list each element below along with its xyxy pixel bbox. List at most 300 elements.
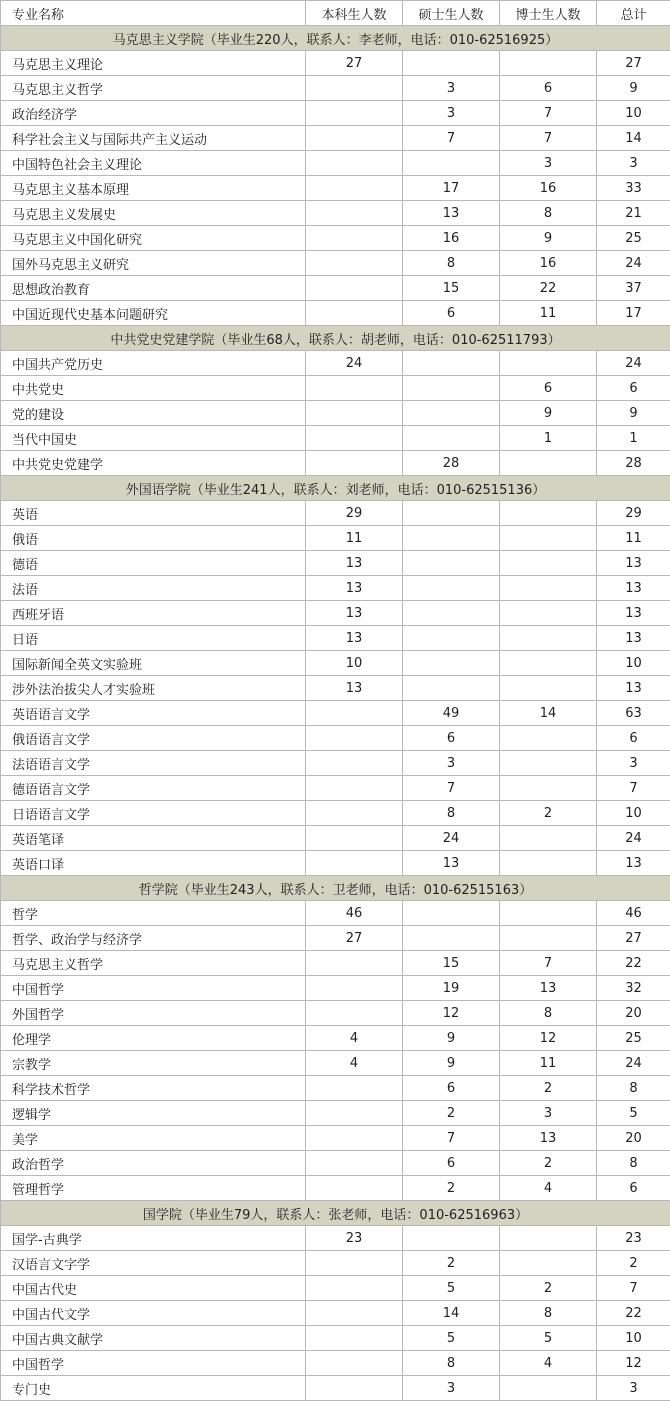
undergrad-count-cell bbox=[306, 1276, 403, 1301]
major-name-cell: 法语语言文学 bbox=[1, 751, 306, 776]
phd-count-cell bbox=[500, 576, 597, 601]
undergrad-count-cell bbox=[306, 776, 403, 801]
total-cell: 22 bbox=[597, 951, 670, 976]
table-row bbox=[1, 1226, 670, 1251]
table-row bbox=[1, 1351, 670, 1376]
undergrad-count-cell: 4 bbox=[306, 1051, 403, 1076]
table-row bbox=[1, 276, 670, 301]
master-count-cell: 9 bbox=[403, 1051, 500, 1076]
table-body bbox=[1, 26, 670, 1401]
major-name-cell: 俄语语言文学 bbox=[1, 726, 306, 751]
table-row bbox=[1, 651, 670, 676]
phd-count-cell bbox=[500, 676, 597, 701]
master-count-cell: 5 bbox=[403, 1276, 500, 1301]
master-count-cell bbox=[403, 626, 500, 651]
table-row bbox=[1, 976, 670, 1001]
major-name-cell: 中国古代史 bbox=[1, 1276, 306, 1301]
total-cell: 25 bbox=[597, 226, 670, 251]
header-master-count: 硕士生人数 bbox=[403, 1, 500, 26]
table-row bbox=[1, 251, 670, 276]
phd-count-cell bbox=[500, 726, 597, 751]
total-cell: 32 bbox=[597, 976, 670, 1001]
master-count-cell: 28 bbox=[403, 451, 500, 476]
total-cell: 37 bbox=[597, 276, 670, 301]
table-row bbox=[1, 826, 670, 851]
undergrad-count-cell bbox=[306, 1326, 403, 1351]
phd-count-cell: 11 bbox=[500, 1051, 597, 1076]
major-name-cell: 国际新闻全英文实验班 bbox=[1, 651, 306, 676]
master-count-cell: 3 bbox=[403, 751, 500, 776]
total-cell: 14 bbox=[597, 126, 670, 151]
total-cell: 8 bbox=[597, 1151, 670, 1176]
major-name-cell: 专门史 bbox=[1, 1376, 306, 1401]
table-row bbox=[1, 1026, 670, 1051]
table-row bbox=[1, 1276, 670, 1301]
major-name-cell: 中共党史 bbox=[1, 376, 306, 401]
table-row bbox=[1, 576, 670, 601]
table-row bbox=[1, 76, 670, 101]
table-row bbox=[1, 401, 670, 426]
phd-count-cell: 3 bbox=[500, 1101, 597, 1126]
major-name-cell: 德语 bbox=[1, 551, 306, 576]
undergrad-count-cell bbox=[306, 826, 403, 851]
master-count-cell: 8 bbox=[403, 801, 500, 826]
undergrad-count-cell bbox=[306, 176, 403, 201]
master-count-cell bbox=[403, 51, 500, 76]
table-row bbox=[1, 626, 670, 651]
major-name-cell: 英语语言文学 bbox=[1, 701, 306, 726]
undergrad-count-cell: 13 bbox=[306, 601, 403, 626]
master-count-cell: 7 bbox=[403, 126, 500, 151]
total-cell: 6 bbox=[597, 1176, 670, 1201]
phd-count-cell bbox=[500, 601, 597, 626]
undergrad-count-cell bbox=[306, 1176, 403, 1201]
table-row bbox=[1, 526, 670, 551]
undergrad-count-cell bbox=[306, 1101, 403, 1126]
total-cell: 10 bbox=[597, 801, 670, 826]
undergrad-count-cell bbox=[306, 1376, 403, 1401]
total-cell: 3 bbox=[597, 751, 670, 776]
phd-count-cell: 22 bbox=[500, 276, 597, 301]
undergrad-count-cell bbox=[306, 376, 403, 401]
master-count-cell: 2 bbox=[403, 1251, 500, 1276]
total-cell: 9 bbox=[597, 76, 670, 101]
table-row bbox=[1, 551, 670, 576]
master-count-cell bbox=[403, 576, 500, 601]
undergrad-count-cell bbox=[306, 1076, 403, 1101]
total-cell: 22 bbox=[597, 1301, 670, 1326]
phd-count-cell bbox=[500, 551, 597, 576]
undergrad-count-cell bbox=[306, 426, 403, 451]
total-cell: 5 bbox=[597, 1101, 670, 1126]
total-cell: 29 bbox=[597, 501, 670, 526]
major-name-cell: 英语笔译 bbox=[1, 826, 306, 851]
total-cell: 13 bbox=[597, 551, 670, 576]
undergrad-count-cell bbox=[306, 151, 403, 176]
table-row bbox=[1, 1101, 670, 1126]
department-title: 国学院（毕业生79人，联系人：张老师，电话：010-62516963） bbox=[1, 1201, 670, 1226]
total-cell: 7 bbox=[597, 776, 670, 801]
table-row bbox=[1, 501, 670, 526]
undergrad-count-cell bbox=[306, 751, 403, 776]
total-cell: 46 bbox=[597, 901, 670, 926]
master-count-cell: 6 bbox=[403, 1151, 500, 1176]
undergrad-count-cell: 27 bbox=[306, 51, 403, 76]
total-cell: 24 bbox=[597, 351, 670, 376]
master-count-cell bbox=[403, 676, 500, 701]
major-name-cell: 俄语 bbox=[1, 526, 306, 551]
master-count-cell: 7 bbox=[403, 1126, 500, 1151]
undergrad-count-cell: 10 bbox=[306, 651, 403, 676]
total-cell: 24 bbox=[597, 1051, 670, 1076]
undergrad-count-cell: 27 bbox=[306, 926, 403, 951]
phd-count-cell bbox=[500, 1251, 597, 1276]
department-title: 马克思主义学院（毕业生220人，联系人：李老师，电话：010-62516925） bbox=[1, 26, 670, 51]
undergrad-count-cell bbox=[306, 1301, 403, 1326]
master-count-cell bbox=[403, 551, 500, 576]
department-header-row bbox=[1, 876, 670, 901]
major-name-cell: 中国共产党历史 bbox=[1, 351, 306, 376]
total-cell: 23 bbox=[597, 1226, 670, 1251]
major-name-cell: 涉外法治拔尖人才实验班 bbox=[1, 676, 306, 701]
header-major-name: 专业名称 bbox=[1, 1, 306, 26]
department-header-row bbox=[1, 26, 670, 51]
major-name-cell: 中国特色社会主义理论 bbox=[1, 151, 306, 176]
major-name-cell: 科学社会主义与国际共产主义运动 bbox=[1, 126, 306, 151]
header-total: 总计 bbox=[597, 1, 670, 26]
total-cell: 12 bbox=[597, 1351, 670, 1376]
master-count-cell: 6 bbox=[403, 1076, 500, 1101]
major-name-cell: 国学-古典学 bbox=[1, 1226, 306, 1251]
master-count-cell: 8 bbox=[403, 251, 500, 276]
phd-count-cell bbox=[500, 926, 597, 951]
major-name-cell: 美学 bbox=[1, 1126, 306, 1151]
total-cell: 24 bbox=[597, 251, 670, 276]
major-name-cell: 中国哲学 bbox=[1, 1351, 306, 1376]
undergrad-count-cell bbox=[306, 126, 403, 151]
table-row bbox=[1, 1076, 670, 1101]
header-undergrad-count: 本科生人数 bbox=[306, 1, 403, 26]
phd-count-cell: 11 bbox=[500, 301, 597, 326]
major-name-cell: 马克思主义基本原理 bbox=[1, 176, 306, 201]
department-title: 外国语学院（毕业生241人，联系人：刘老师，电话：010-62515136） bbox=[1, 476, 670, 501]
major-name-cell: 中共党史党建学 bbox=[1, 451, 306, 476]
undergrad-count-cell: 24 bbox=[306, 351, 403, 376]
table-row bbox=[1, 951, 670, 976]
undergrad-count-cell bbox=[306, 251, 403, 276]
master-count-cell bbox=[403, 351, 500, 376]
major-name-cell: 哲学 bbox=[1, 901, 306, 926]
major-name-cell: 管理哲学 bbox=[1, 1176, 306, 1201]
total-cell: 21 bbox=[597, 201, 670, 226]
master-count-cell: 3 bbox=[403, 1376, 500, 1401]
phd-count-cell: 2 bbox=[500, 801, 597, 826]
phd-count-cell: 14 bbox=[500, 701, 597, 726]
major-name-cell: 中国近现代史基本问题研究 bbox=[1, 301, 306, 326]
master-count-cell: 7 bbox=[403, 776, 500, 801]
table-row bbox=[1, 926, 670, 951]
major-name-cell: 马克思主义哲学 bbox=[1, 76, 306, 101]
total-cell: 27 bbox=[597, 51, 670, 76]
table-row bbox=[1, 801, 670, 826]
phd-count-cell: 6 bbox=[500, 76, 597, 101]
phd-count-cell bbox=[500, 501, 597, 526]
major-name-cell: 思想政治教育 bbox=[1, 276, 306, 301]
phd-count-cell: 13 bbox=[500, 1126, 597, 1151]
total-cell: 6 bbox=[597, 726, 670, 751]
total-cell: 25 bbox=[597, 1026, 670, 1051]
undergrad-count-cell: 4 bbox=[306, 1026, 403, 1051]
major-name-cell: 西班牙语 bbox=[1, 601, 306, 626]
phd-count-cell: 1 bbox=[500, 426, 597, 451]
undergrad-count-cell bbox=[306, 201, 403, 226]
phd-count-cell: 7 bbox=[500, 101, 597, 126]
undergrad-count-cell bbox=[306, 451, 403, 476]
major-name-cell: 法语 bbox=[1, 576, 306, 601]
phd-count-cell: 4 bbox=[500, 1351, 597, 1376]
department-header-row bbox=[1, 476, 670, 501]
undergrad-count-cell bbox=[306, 801, 403, 826]
total-cell: 3 bbox=[597, 151, 670, 176]
total-cell: 20 bbox=[597, 1126, 670, 1151]
table-row bbox=[1, 1001, 670, 1026]
table-row bbox=[1, 676, 670, 701]
phd-count-cell: 13 bbox=[500, 976, 597, 1001]
phd-count-cell: 8 bbox=[500, 1301, 597, 1326]
phd-count-cell bbox=[500, 51, 597, 76]
undergrad-count-cell bbox=[306, 1251, 403, 1276]
total-cell: 24 bbox=[597, 826, 670, 851]
major-name-cell: 宗教学 bbox=[1, 1051, 306, 1076]
major-name-cell: 马克思主义哲学 bbox=[1, 951, 306, 976]
table-row bbox=[1, 726, 670, 751]
master-count-cell: 49 bbox=[403, 701, 500, 726]
total-cell: 27 bbox=[597, 926, 670, 951]
undergrad-count-cell: 46 bbox=[306, 901, 403, 926]
undergrad-count-cell bbox=[306, 76, 403, 101]
undergrad-count-cell: 11 bbox=[306, 526, 403, 551]
master-count-cell: 24 bbox=[403, 826, 500, 851]
major-name-cell: 日语语言文学 bbox=[1, 801, 306, 826]
major-name-cell: 德语语言文学 bbox=[1, 776, 306, 801]
total-cell: 10 bbox=[597, 1326, 670, 1351]
major-name-cell: 伦理学 bbox=[1, 1026, 306, 1051]
total-cell: 33 bbox=[597, 176, 670, 201]
master-count-cell: 17 bbox=[403, 176, 500, 201]
phd-count-cell: 16 bbox=[500, 176, 597, 201]
master-count-cell: 2 bbox=[403, 1176, 500, 1201]
phd-count-cell: 8 bbox=[500, 201, 597, 226]
table-row bbox=[1, 701, 670, 726]
total-cell: 10 bbox=[597, 101, 670, 126]
table-row bbox=[1, 301, 670, 326]
total-cell: 13 bbox=[597, 626, 670, 651]
phd-count-cell bbox=[500, 751, 597, 776]
undergrad-count-cell: 13 bbox=[306, 576, 403, 601]
table-row bbox=[1, 851, 670, 876]
undergrad-count-cell bbox=[306, 951, 403, 976]
undergrad-count-cell: 13 bbox=[306, 626, 403, 651]
department-title: 中共党史党建学院（毕业生68人，联系人：胡老师，电话：010-62511793） bbox=[1, 326, 670, 351]
major-name-cell: 英语 bbox=[1, 501, 306, 526]
table-row bbox=[1, 226, 670, 251]
table-row bbox=[1, 1301, 670, 1326]
total-cell: 13 bbox=[597, 676, 670, 701]
undergrad-count-cell bbox=[306, 726, 403, 751]
master-count-cell bbox=[403, 376, 500, 401]
phd-count-cell bbox=[500, 851, 597, 876]
phd-count-cell bbox=[500, 526, 597, 551]
phd-count-cell: 6 bbox=[500, 376, 597, 401]
phd-count-cell: 8 bbox=[500, 1001, 597, 1026]
total-cell: 13 bbox=[597, 601, 670, 626]
phd-count-cell bbox=[500, 826, 597, 851]
master-count-cell bbox=[403, 601, 500, 626]
phd-count-cell: 2 bbox=[500, 1151, 597, 1176]
master-count-cell: 9 bbox=[403, 1026, 500, 1051]
total-cell: 20 bbox=[597, 1001, 670, 1026]
total-cell: 28 bbox=[597, 451, 670, 476]
master-count-cell: 12 bbox=[403, 1001, 500, 1026]
master-count-cell bbox=[403, 1226, 500, 1251]
major-name-cell: 科学技术哲学 bbox=[1, 1076, 306, 1101]
total-cell: 10 bbox=[597, 651, 670, 676]
phd-count-cell bbox=[500, 651, 597, 676]
department-title: 哲学院（毕业生243人，联系人：卫老师，电话：010-62515163） bbox=[1, 876, 670, 901]
major-name-cell: 马克思主义中国化研究 bbox=[1, 226, 306, 251]
table-row bbox=[1, 376, 670, 401]
phd-count-cell: 7 bbox=[500, 126, 597, 151]
table-row bbox=[1, 126, 670, 151]
undergrad-count-cell bbox=[306, 701, 403, 726]
undergrad-count-cell bbox=[306, 1126, 403, 1151]
undergrad-count-cell bbox=[306, 1351, 403, 1376]
table-row bbox=[1, 1176, 670, 1201]
major-name-cell: 政治经济学 bbox=[1, 101, 306, 126]
total-cell: 63 bbox=[597, 701, 670, 726]
major-name-cell: 哲学、政治学与经济学 bbox=[1, 926, 306, 951]
table-row bbox=[1, 151, 670, 176]
total-cell: 13 bbox=[597, 576, 670, 601]
major-name-cell: 党的建设 bbox=[1, 401, 306, 426]
phd-count-cell: 9 bbox=[500, 401, 597, 426]
phd-count-cell bbox=[500, 1376, 597, 1401]
master-count-cell: 6 bbox=[403, 301, 500, 326]
table-row bbox=[1, 101, 670, 126]
master-count-cell bbox=[403, 926, 500, 951]
total-cell: 13 bbox=[597, 851, 670, 876]
total-cell: 11 bbox=[597, 526, 670, 551]
table-row bbox=[1, 1251, 670, 1276]
master-count-cell: 3 bbox=[403, 76, 500, 101]
undergrad-count-cell: 29 bbox=[306, 501, 403, 526]
major-name-cell: 当代中国史 bbox=[1, 426, 306, 451]
master-count-cell: 19 bbox=[403, 976, 500, 1001]
total-cell: 7 bbox=[597, 1276, 670, 1301]
master-count-cell bbox=[403, 426, 500, 451]
undergrad-count-cell bbox=[306, 1151, 403, 1176]
major-name-cell: 中国哲学 bbox=[1, 976, 306, 1001]
table-row bbox=[1, 201, 670, 226]
phd-count-cell: 12 bbox=[500, 1026, 597, 1051]
department-header-row bbox=[1, 1201, 670, 1226]
undergrad-count-cell bbox=[306, 1001, 403, 1026]
undergrad-count-cell bbox=[306, 976, 403, 1001]
major-name-cell: 政治哲学 bbox=[1, 1151, 306, 1176]
table-row bbox=[1, 51, 670, 76]
phd-count-cell: 9 bbox=[500, 226, 597, 251]
master-count-cell bbox=[403, 501, 500, 526]
table-row bbox=[1, 176, 670, 201]
header-phd-count: 博士生人数 bbox=[500, 1, 597, 26]
phd-count-cell: 5 bbox=[500, 1326, 597, 1351]
master-count-cell bbox=[403, 526, 500, 551]
major-name-cell: 马克思主义发展史 bbox=[1, 201, 306, 226]
phd-count-cell: 16 bbox=[500, 251, 597, 276]
major-name-cell: 日语 bbox=[1, 626, 306, 651]
major-name-cell: 英语口译 bbox=[1, 851, 306, 876]
master-count-cell: 6 bbox=[403, 726, 500, 751]
undergrad-count-cell: 23 bbox=[306, 1226, 403, 1251]
master-count-cell: 15 bbox=[403, 276, 500, 301]
master-count-cell: 13 bbox=[403, 851, 500, 876]
undergrad-count-cell: 13 bbox=[306, 676, 403, 701]
undergrad-count-cell bbox=[306, 226, 403, 251]
undergrad-count-cell bbox=[306, 851, 403, 876]
department-header-row bbox=[1, 326, 670, 351]
total-cell: 6 bbox=[597, 376, 670, 401]
major-name-cell: 汉语言文字学 bbox=[1, 1251, 306, 1276]
table-row bbox=[1, 351, 670, 376]
total-cell: 2 bbox=[597, 1251, 670, 1276]
phd-count-cell bbox=[500, 776, 597, 801]
undergrad-count-cell bbox=[306, 276, 403, 301]
table-row bbox=[1, 1326, 670, 1351]
total-cell: 17 bbox=[597, 301, 670, 326]
master-count-cell: 14 bbox=[403, 1301, 500, 1326]
master-count-cell bbox=[403, 901, 500, 926]
major-name-cell: 逻辑学 bbox=[1, 1101, 306, 1126]
master-count-cell: 3 bbox=[403, 101, 500, 126]
table-row bbox=[1, 901, 670, 926]
undergrad-count-cell bbox=[306, 101, 403, 126]
major-name-cell: 外国哲学 bbox=[1, 1001, 306, 1026]
phd-count-cell: 2 bbox=[500, 1276, 597, 1301]
phd-count-cell bbox=[500, 351, 597, 376]
major-name-cell: 中国古代文学 bbox=[1, 1301, 306, 1326]
table-row bbox=[1, 776, 670, 801]
table-row bbox=[1, 1126, 670, 1151]
table-row bbox=[1, 426, 670, 451]
undergrad-count-cell: 13 bbox=[306, 551, 403, 576]
total-cell: 9 bbox=[597, 401, 670, 426]
total-cell: 1 bbox=[597, 426, 670, 451]
major-name-cell: 国外马克思主义研究 bbox=[1, 251, 306, 276]
master-count-cell bbox=[403, 151, 500, 176]
total-cell: 3 bbox=[597, 1376, 670, 1401]
undergrad-count-cell bbox=[306, 401, 403, 426]
undergrad-count-cell bbox=[306, 301, 403, 326]
table-row bbox=[1, 1051, 670, 1076]
phd-count-cell: 2 bbox=[500, 1076, 597, 1101]
master-count-cell: 16 bbox=[403, 226, 500, 251]
table-row bbox=[1, 451, 670, 476]
phd-count-cell: 7 bbox=[500, 951, 597, 976]
master-count-cell: 13 bbox=[403, 201, 500, 226]
table-row bbox=[1, 751, 670, 776]
master-count-cell: 5 bbox=[403, 1326, 500, 1351]
phd-count-cell bbox=[500, 1226, 597, 1251]
